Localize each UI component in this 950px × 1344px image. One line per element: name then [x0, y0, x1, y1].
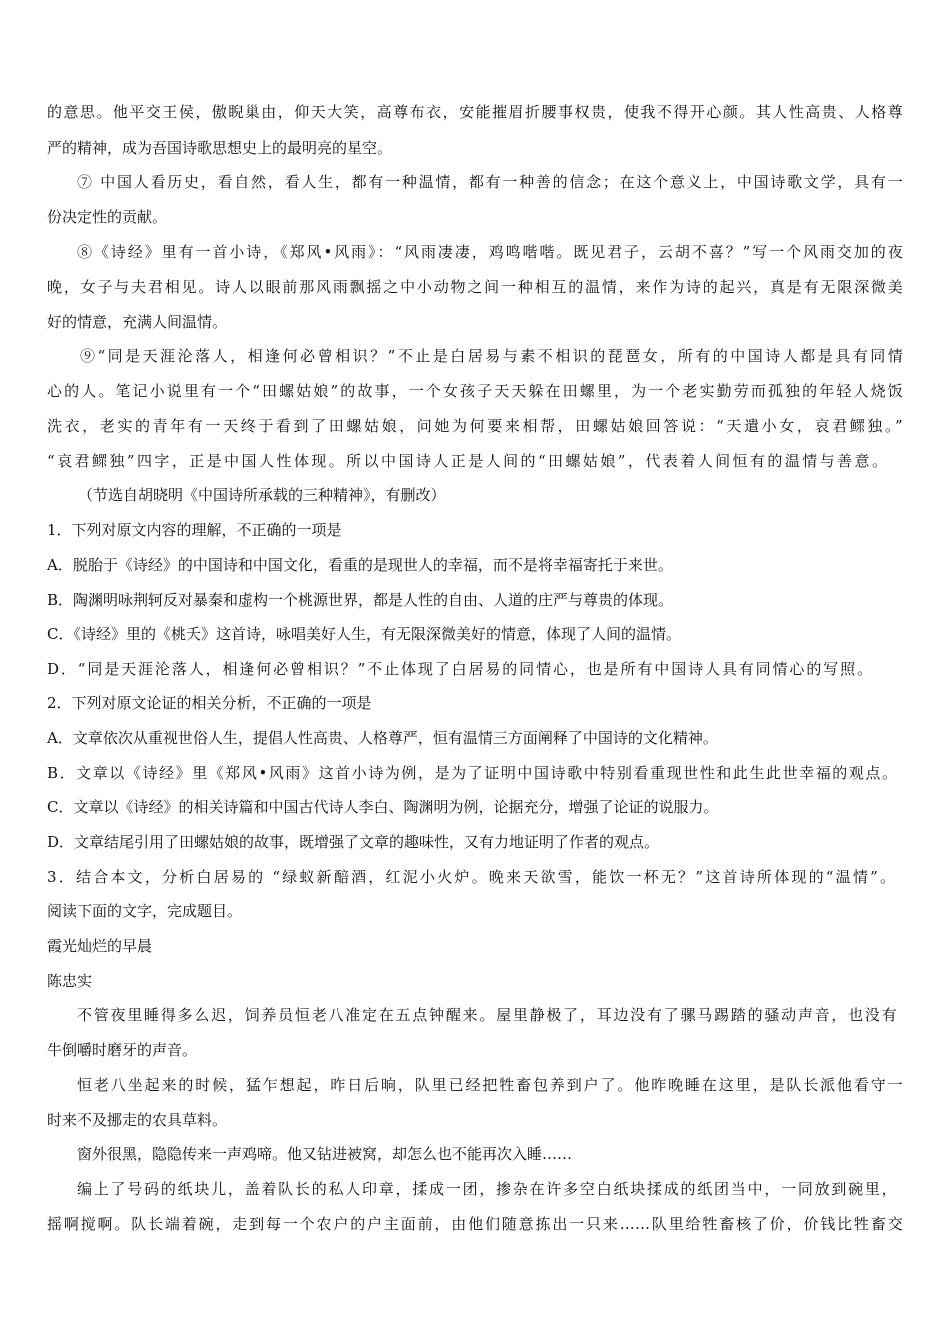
story-para-2-line-2: 时来不及挪走的农具草料。	[47, 1111, 228, 1129]
story-para-2-line-1: 恒老八坐起来的时候，猛乍想起，昨日后晌，队里已经把牲畜包养到户了。他昨晚睡在这里，是队长派他看守一	[77, 1076, 903, 1094]
para-7-line-1: ⑦ 中国人看历史，看自然，看人生，都有一种温情，都有一种善的信念；在这个意义上，中国诗歌文学，具有一	[77, 173, 903, 191]
para-8-line-1: ⑧《诗经》里有一首小诗，《郑风•风雨》：“风雨凄凄，鸡鸣喈喈。既见君子，云胡不喜？”写一个风雨交加的夜	[77, 243, 903, 261]
passage-source: （节选自胡晓明《中国诗所承载的三种精神》，有删改）	[78, 486, 446, 504]
story-para-3-line-1: 窗外很黑，隐隐传来一声鸡啼。他又钻进被窝，却怎么也不能再次入睡……	[77, 1145, 573, 1163]
story-para-1-line-1: 不管夜里睡得多么迟，饲养员恒老八准定在五点钟醒来。屋里静极了，耳边没有了骡马踢踏的骚动声音，也没有	[77, 1006, 897, 1024]
story-para-1-line-2: 牛倒嚼时磨牙的声音。	[47, 1041, 198, 1059]
question-2-option-c: C．文章以《诗经》的相关诗篇和中国古代诗人李白、陶渊明为例，论据充分，增强了论证的说服力。	[47, 798, 719, 816]
para-9-line-2: 心的人。笔记小说里有一个“田螺姑娘”的故事，一个女孩子天天躲在田螺里，为一个老实勤劳而孤独的年轻人烧饭	[47, 382, 903, 400]
para-9-line-3: 洗衣，老实的青年有一天终于看到了田螺姑娘，问她为何要来相帮，田螺姑娘回答说：“天遣小女，哀君鳏独。”	[47, 417, 903, 435]
question-2-stem: 2．下列对原文论证的相关分析，不正确的一项是	[47, 694, 372, 712]
para-continuation-line-2: 严的精神，成为吾国诗歌思想史上的最明亮的星空。	[47, 139, 393, 157]
story-para-4-line-2: 摇啊搅啊。队长端着碗，走到每一个农户的户主面前，由他们随意拣出一只来……队里给牲畜核了价，价钱比牲畜交	[47, 1215, 903, 1233]
story-author: 陈忠实	[47, 972, 93, 990]
para-9-line-1: ⑨“同是天涯沦落人，相逢何必曾相识？”不止是白居易与素不相识的琵琶女，所有的中国诗人都是具有同情	[80, 347, 903, 365]
para-7-line-2: 份决定性的贡献。	[47, 208, 168, 226]
question-1-option-c: C．《诗经》里的《桃夭》这首诗，咏唱美好人生，有无限深微美好的情意，体现了人间的温情。	[47, 625, 681, 643]
question-3-stem: 3．结合本文，分析白居易的 “绿蚁新醅酒，红泥小火炉。晚来天欲雪，能饮一杯无？”这首诗所体现的“温情”。	[47, 868, 895, 886]
para-8-line-2: 晚，女子与夫君相见。诗人以眼前那风雨飘摇之中小动物之间一种相互的温情，来作为诗的起兴，真是有无限深微美	[47, 278, 903, 296]
para-9-line-4: “哀君鳏独”四字，正是中国人性体现。所以中国诗人正是人间的“田螺姑娘”，代表着人间恒有的温情与善意。	[47, 452, 887, 470]
reading-intro: 阅读下面的文字，完成题目。	[47, 902, 243, 920]
question-2-option-a: A．文章依次从重视世俗人生，提倡人性高贵、人格尊严，恒有温情三方面阐释了中国诗的文化精神。	[47, 729, 718, 747]
question-1-option-b: B．陶渊明咏荆轲反对暴秦和虚构一个桃源世界，都是人性的自由、人道的庄严与尊贵的体现。	[47, 591, 674, 609]
para-continuation-line-1: 的意思。他平交王侯，傲睨巢由，仰天大笑，高尊布衣，安能摧眉折腰事权贵，使我不得开心颜。其人性高贵、人格尊	[47, 103, 903, 121]
para-8-line-3: 好的情意，充满人间温情。	[47, 313, 228, 331]
question-2-option-b: B．文章以《诗经》里《郑风•风雨》这首小诗为例，是为了证明中国诗歌中特别看重现世性和此生此世幸福的观点。	[47, 764, 897, 782]
question-1-stem: 1．下列对原文内容的理解，不正确的一项是	[47, 521, 342, 539]
story-para-4-line-1: 编上了号码的纸块儿，盖着队长的私人印章，揉成一团，掺杂在许多空白纸块揉成的纸团当中，一同放到碗里，	[77, 1180, 897, 1198]
question-1-option-a: A．脱胎于《诗经》的中国诗和中国文化，看重的是现世人的幸福，而不是将幸福寄托于来世。	[47, 556, 673, 574]
question-2-option-d: D．文章结尾引用了田螺姑娘的故事，既增强了文章的趣味性，又有力地证明了作者的观点。	[47, 833, 660, 851]
story-title: 霞光灿烂的早晨	[47, 937, 153, 955]
question-1-option-d: D．“同是天涯沦落人，相逢何必曾相识？”不止体现了白居易的同情心，也是所有中国诗人具有同情心的写照。	[47, 660, 872, 678]
